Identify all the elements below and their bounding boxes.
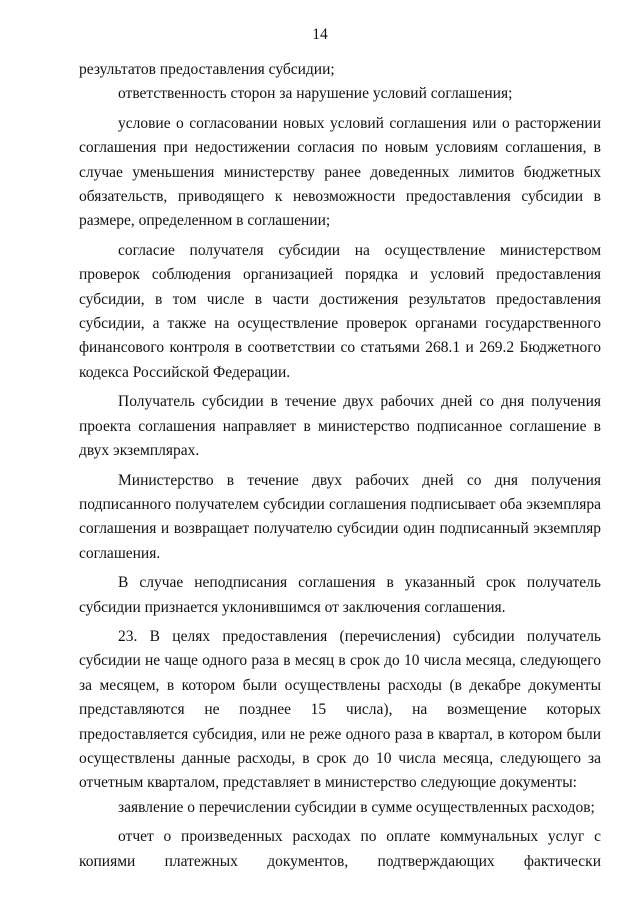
paragraph-2: ответственность сторон за нарушение условий соглашения; [118,85,513,103]
paragraph-5: Получатель субсидии в течение двух рабочих дней со дня получения проекта соглашения направляет в министерство подписанное соглашение в двух экземплярах. [79,393,601,460]
paragraph-8: 23. В целях предоставления (перечисления) субсидии получатель субсидии не чаще одного раза в месяц в срок до 10 числа месяца, следующего за месяцем, в котором были осуществлены расходы (в декабре документы представляются не позднее 15 числа), на возмещение которых предоставляется субсидия, или не реже одного раза в квартал, в котором были осуществлены данные расходы, в срок до 10 числа месяца, следующего за отчетным кварталом, представляет в министерство следующие документы: [79,627,601,792]
document-body [79,58,601,874]
paragraph-1: результатов предоставления субсидии; [79,61,335,78]
paragraph-7: В случае неподписания соглашения в указанный срок получатель субсидии признается уклонившимся от заключения соглашения. [79,574,601,616]
paragraph-4: согласие получателя субсидии на осуществление министерством проверок соблюдения организацией порядка и условий предоставления субсидии, в том числе в части достижения результатов предоставления субсидии, а также на осуществление проверок органами государственного финансового контроля в соответствии со статьями 268.1 и 269.2 Бюджетного кодекса Российской Федерации. [79,241,601,381]
paragraph-6: Министерство в течение двух рабочих дней со дня получения подписанного получателем субсидии соглашения подписывает оба экземпляра соглашения и возвращает получателю субсидии один подписанный экземпляр соглашения. [79,471,601,562]
paragraph-10: отчет о произведенных расходах по оплате коммунальных услуг с копиями платежных документов, подтверждающих фактически [79,828,601,870]
page-number: 14 [312,26,328,43]
paragraph-3: условие о согласовании новых условий соглашения или о расторжении соглашения при недостижении согласия по новым условиям соглашения, в случае уменьшения министерству ранее доведенных лимитов бюджетных обязательств, приводящего к невозможности предоставления субсидии в размере, определенном в соглашении; [79,114,601,230]
paragraph-9: заявление о перечислении субсидии в сумме осуществленных расходов; [118,798,595,816]
